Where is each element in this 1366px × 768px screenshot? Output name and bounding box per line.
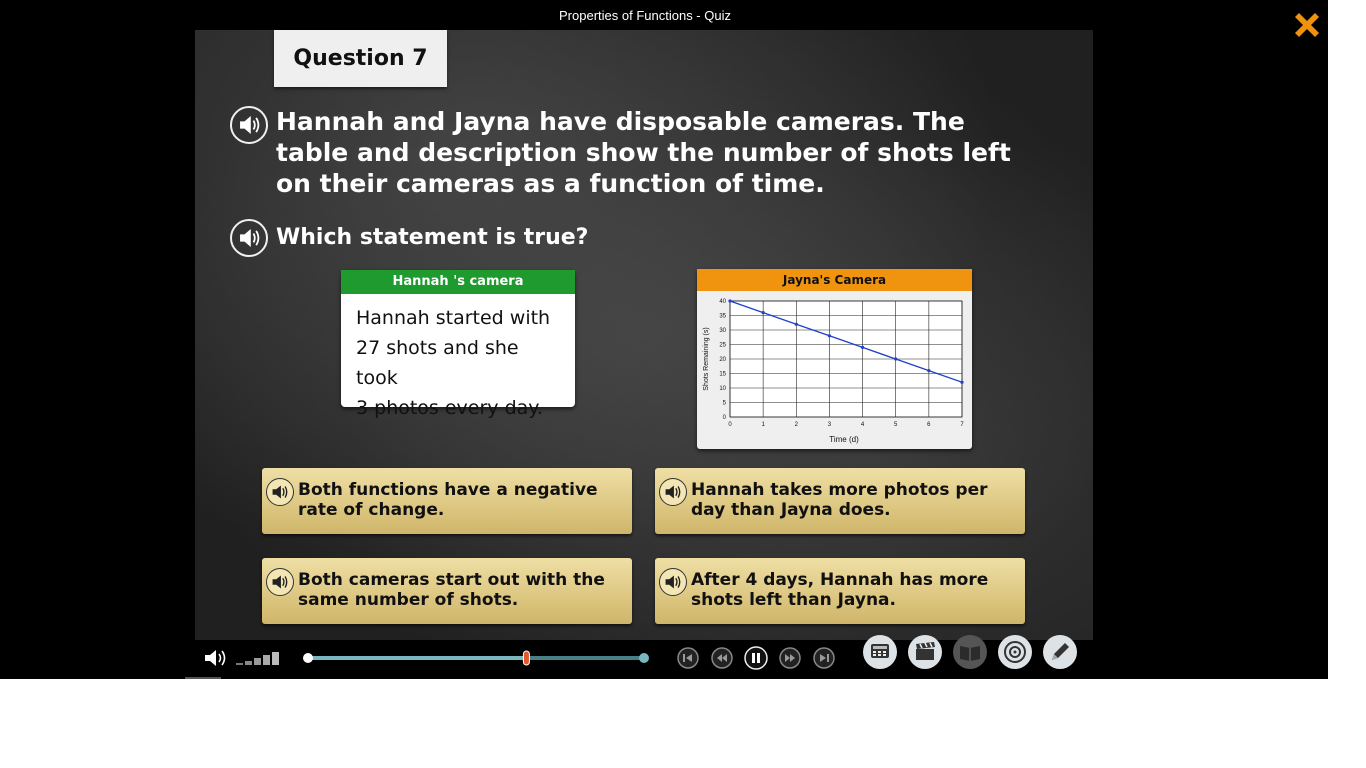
choice-b-audio-button[interactable] [659, 478, 687, 506]
data-point [927, 369, 930, 372]
close-icon [1291, 9, 1323, 41]
volume-slider[interactable] [235, 650, 283, 666]
rewind-icon[interactable] [711, 647, 733, 669]
choice-a-audio-button[interactable] [266, 478, 294, 506]
window-title: Properties of Functions - Quiz [559, 8, 731, 23]
skip-start-icon[interactable] [677, 647, 699, 669]
jayna-camera-card [697, 269, 972, 449]
answer-choice-text: After 4 days, Hannah has more shots left than Jayna. [691, 570, 989, 610]
y-tick-label: 0 [722, 415, 726, 421]
x-tick-label: 3 [827, 422, 832, 428]
y-tick-label: 20 [719, 357, 726, 363]
y-tick-label: 35 [719, 313, 726, 320]
clapper-icon[interactable] [907, 634, 943, 670]
choice-c-audio-button[interactable] [266, 568, 294, 596]
data-point [762, 311, 765, 314]
question-subprompt: Which statement is true? [276, 225, 589, 250]
data-point [861, 346, 864, 349]
speaker-icon [660, 479, 686, 505]
x-axis-label: Time (d) [829, 435, 859, 444]
jayna-line-chart [697, 291, 972, 449]
volume-icon[interactable] [203, 648, 233, 668]
choice-d-audio-button[interactable] [659, 568, 687, 596]
question-label: Question 7 [274, 30, 447, 87]
x-tick-label: 2 [794, 422, 798, 428]
x-tick-label: 6 [927, 422, 931, 428]
answer-choice-a[interactable] [262, 468, 632, 534]
pencil-icon[interactable] [1042, 634, 1078, 670]
target-icon[interactable] [997, 634, 1033, 670]
progress-end-marker [639, 653, 649, 663]
hannah-line: 27 shots and she took [356, 337, 519, 389]
answer-choice-b[interactable] [655, 468, 1025, 534]
data-point [960, 381, 963, 384]
chart-grid [730, 301, 962, 417]
x-tick-label: 4 [860, 422, 865, 428]
calculator-icon[interactable] [862, 634, 898, 670]
subprompt-audio-button[interactable] [230, 219, 268, 257]
glossary-book-icon[interactable] [952, 634, 988, 670]
progress-fill [308, 656, 526, 660]
answer-choice-text: Both cameras start out with the same number of shots. [298, 570, 605, 610]
speaker-icon [232, 108, 266, 142]
y-tick-label: 15 [719, 371, 726, 378]
y-tick-label: 5 [722, 400, 726, 407]
answer-choice-d[interactable] [655, 558, 1025, 624]
close-button[interactable] [1291, 9, 1323, 41]
pause-icon[interactable] [744, 646, 768, 670]
progress-start-marker [303, 653, 313, 663]
hannah-camera-card [341, 270, 575, 419]
x-tick-label: 7 [960, 422, 964, 428]
hannah-card-body [341, 294, 575, 423]
speaker-icon [232, 221, 266, 255]
hannah-line: 3 photos every day. [356, 397, 543, 419]
hannah-card-title: Hannah 's camera [341, 270, 575, 294]
y-tick-label: 40 [719, 299, 726, 305]
speaker-icon [267, 569, 293, 595]
skip-end-icon[interactable] [813, 647, 835, 669]
tab-underline [185, 677, 221, 679]
y-axis-label: Shots Remaining (s) [703, 327, 710, 391]
y-tick-label: 10 [719, 386, 726, 392]
hannah-line: Hannah started with [356, 307, 551, 329]
progress-thumb[interactable] [523, 651, 529, 665]
data-point [894, 357, 897, 360]
quiz-stage [195, 30, 1093, 640]
answer-choice-c[interactable] [262, 558, 632, 624]
progress-slider[interactable] [300, 648, 660, 668]
x-tick-label: 5 [894, 422, 898, 428]
x-tick-label: 1 [761, 422, 765, 428]
y-tick-label: 25 [719, 342, 726, 349]
y-tick-label: 30 [719, 328, 726, 334]
data-point [795, 323, 798, 326]
prompt-audio-button[interactable] [230, 106, 268, 144]
data-point [728, 299, 731, 302]
x-tick-label: 0 [728, 422, 732, 428]
player-controls [195, 640, 1093, 676]
answer-choice-text: Hannah takes more photos per day than Jayna does. [691, 480, 988, 520]
answer-choice-text: Both functions have a negative rate of change. [298, 480, 598, 520]
speaker-icon [267, 479, 293, 505]
question-prompt: Hannah and Jayna have disposable cameras. The table and description show the number of shots left on their cameras as a function of time. [276, 107, 1011, 198]
data-point [828, 334, 831, 337]
speaker-icon [660, 569, 686, 595]
jayna-card-title: Jayna's Camera [697, 269, 972, 291]
forward-icon[interactable] [779, 647, 801, 669]
